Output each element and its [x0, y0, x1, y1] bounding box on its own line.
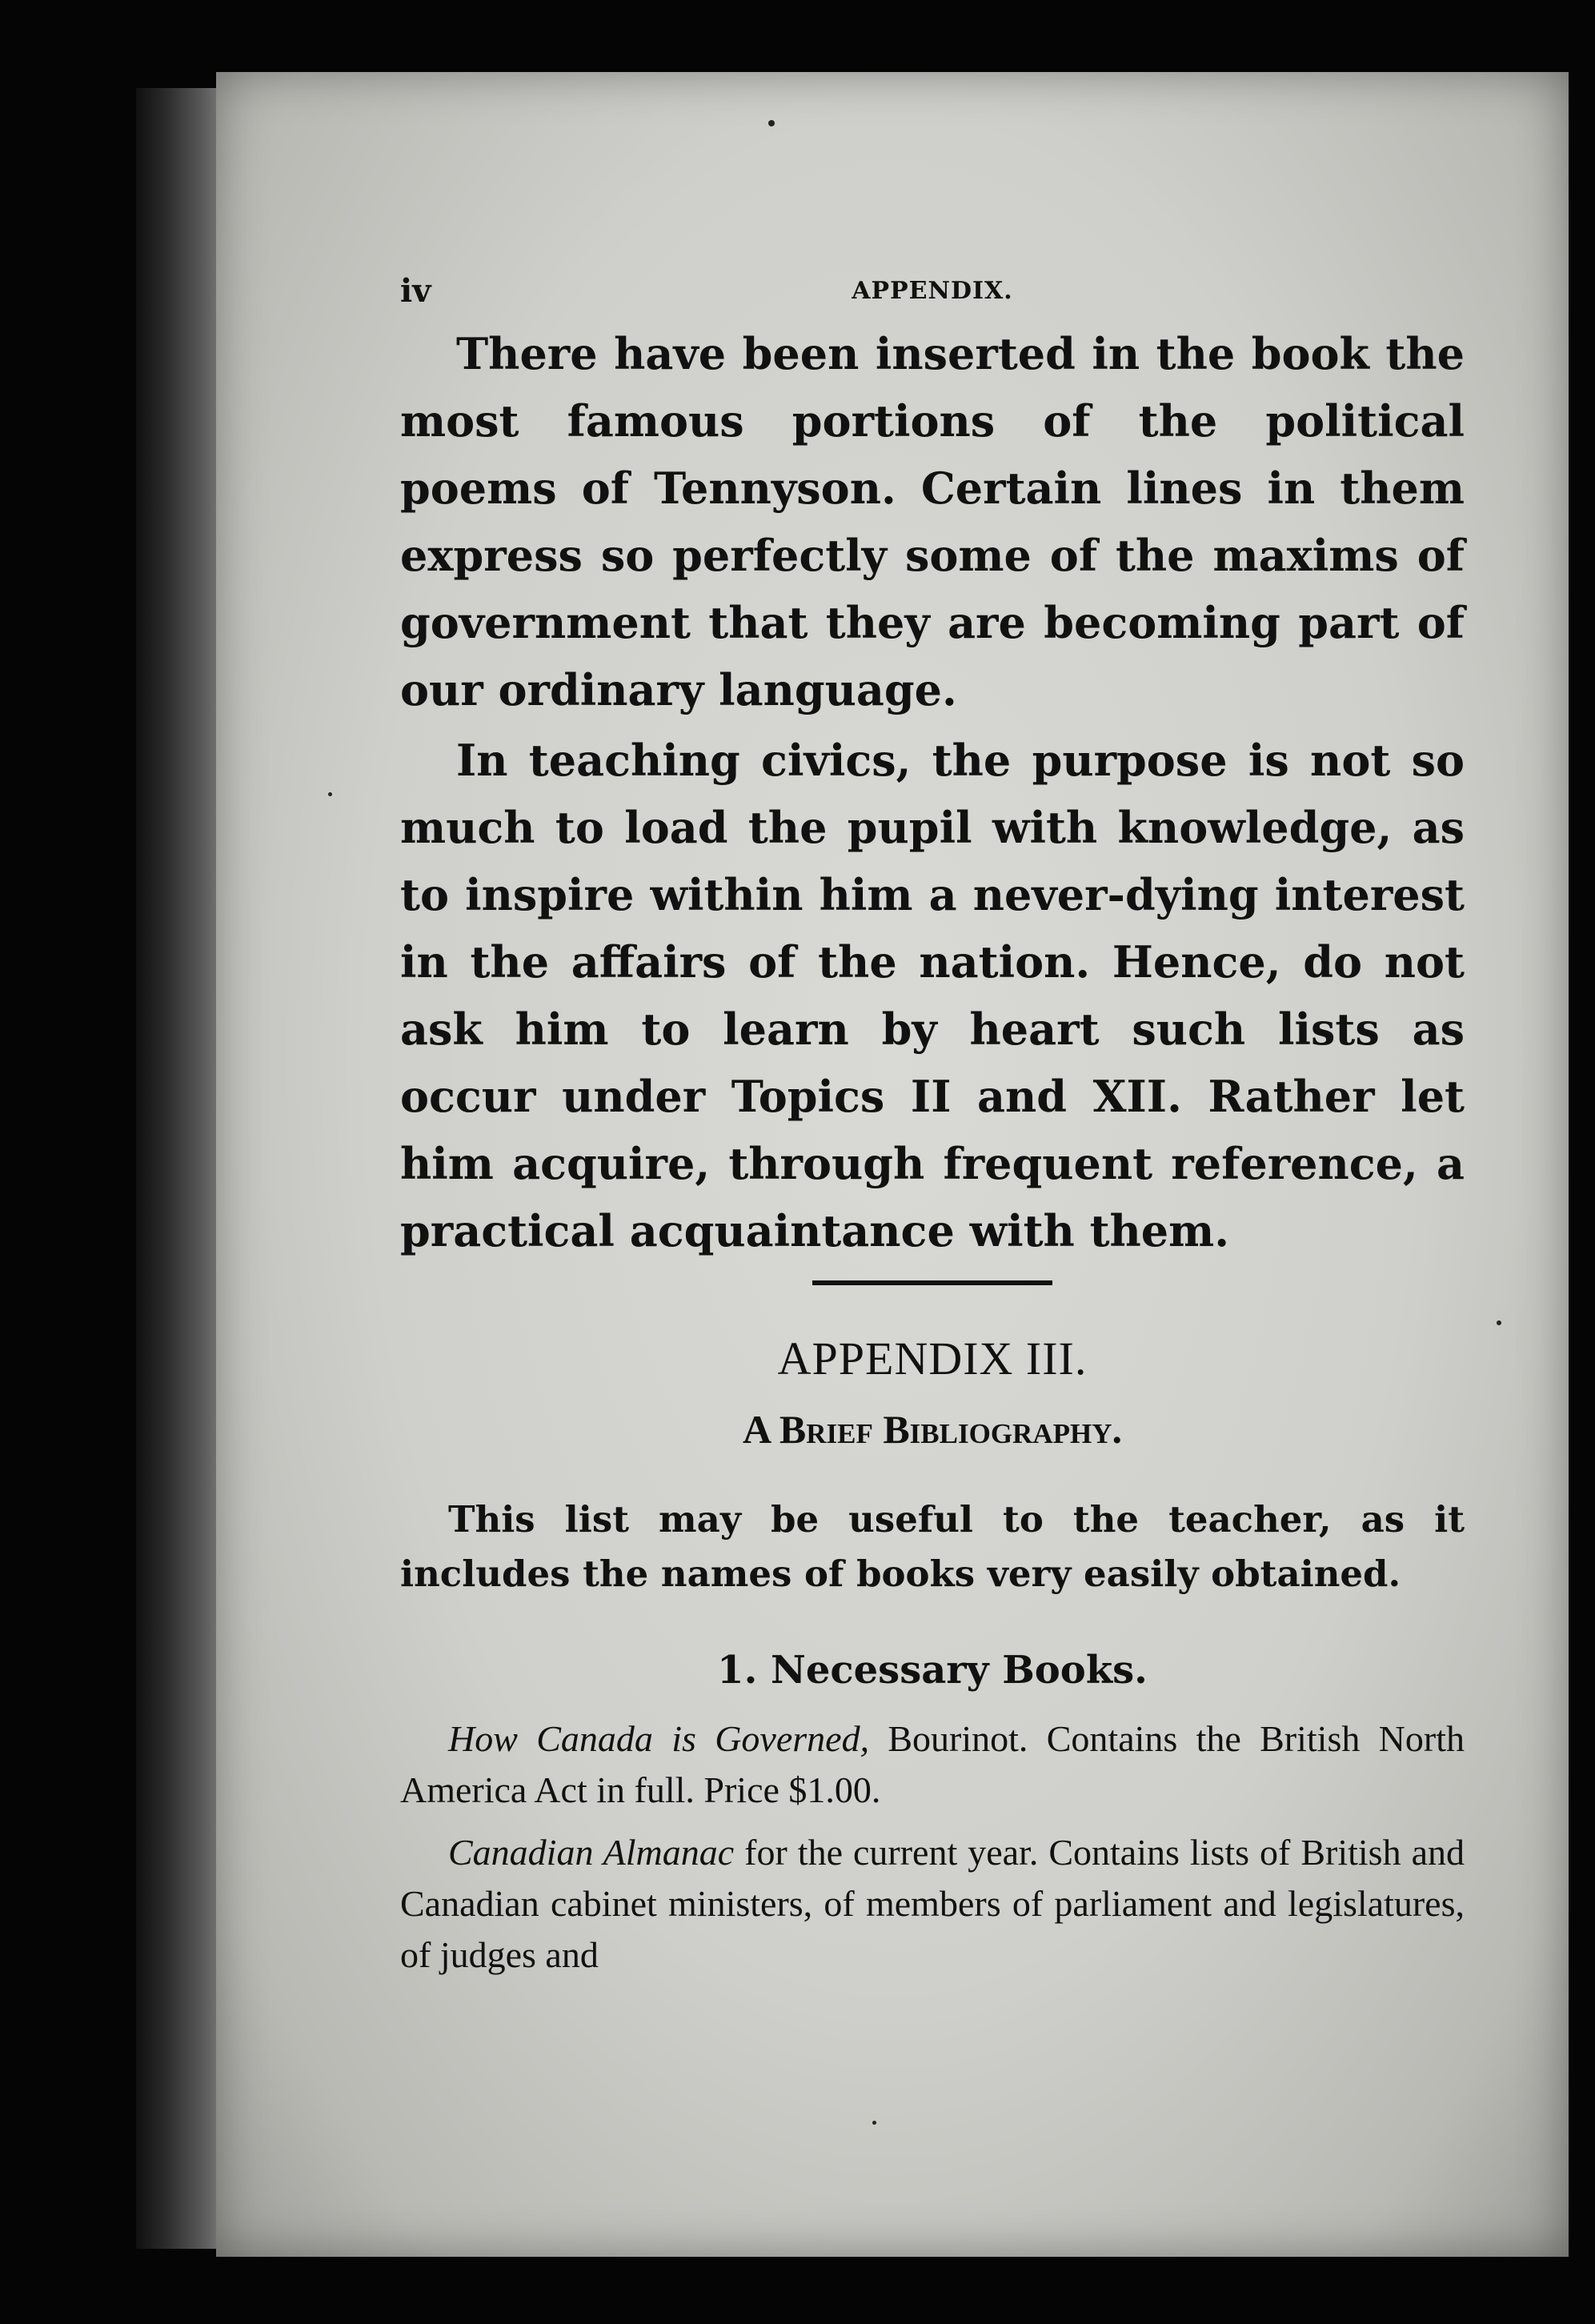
book-title: Canadian Almanac — [448, 1832, 735, 1873]
scan-speck — [1497, 1320, 1501, 1325]
book-entry — [400, 1713, 1465, 1816]
bibliography-note: This list may be useful to the teacher, as it includes the names of books very easily obtained. — [400, 1498, 1465, 1595]
book-description: for the current year. Contains lists of British and Canadian cabinet ministers, of members of parliament and legislatures, of judges and — [400, 1832, 1465, 1975]
running-head — [400, 272, 1465, 320]
page-number: iv — [400, 272, 431, 310]
book-description: Bourinot. Contains the British North America Act in full. Price $1.00. — [400, 1718, 1465, 1810]
paragraph-teaching-civics: In teaching civics, the purpose is not so much to load the pupil with knowledge, as to inspire within him a never-dying interest in the affairs of the nation. Hence, do not ask him to learn by heart such lists as occur under Topics II and XII. Rather let him acquire, through frequent reference, a practical acquaintance with them. — [400, 735, 1465, 1256]
scan-speck — [872, 2121, 876, 2125]
book-title: How Canada is Governed, — [448, 1718, 870, 1759]
paragraph-tennyson: There have been inserted in the book the most famous portions of the political poems of Tennyson. Certain lines in them express so perfectly some of the maxims of government that they are becoming part of our ordinary language. — [400, 328, 1465, 715]
running-head-title: APPENDIX. — [852, 277, 1013, 305]
scan-speck — [768, 120, 775, 126]
page-content — [400, 272, 1465, 1992]
appendix-heading: APPENDIX III. — [777, 1332, 1088, 1384]
book-entry — [400, 1827, 1465, 1981]
book-page — [216, 72, 1569, 2257]
section-heading: 1. Necessary Books. — [717, 1648, 1148, 1693]
scan-speck — [328, 792, 332, 796]
appendix-subheading: A Brief Bibliography. — [743, 1407, 1122, 1452]
section-divider — [812, 1280, 1052, 1285]
